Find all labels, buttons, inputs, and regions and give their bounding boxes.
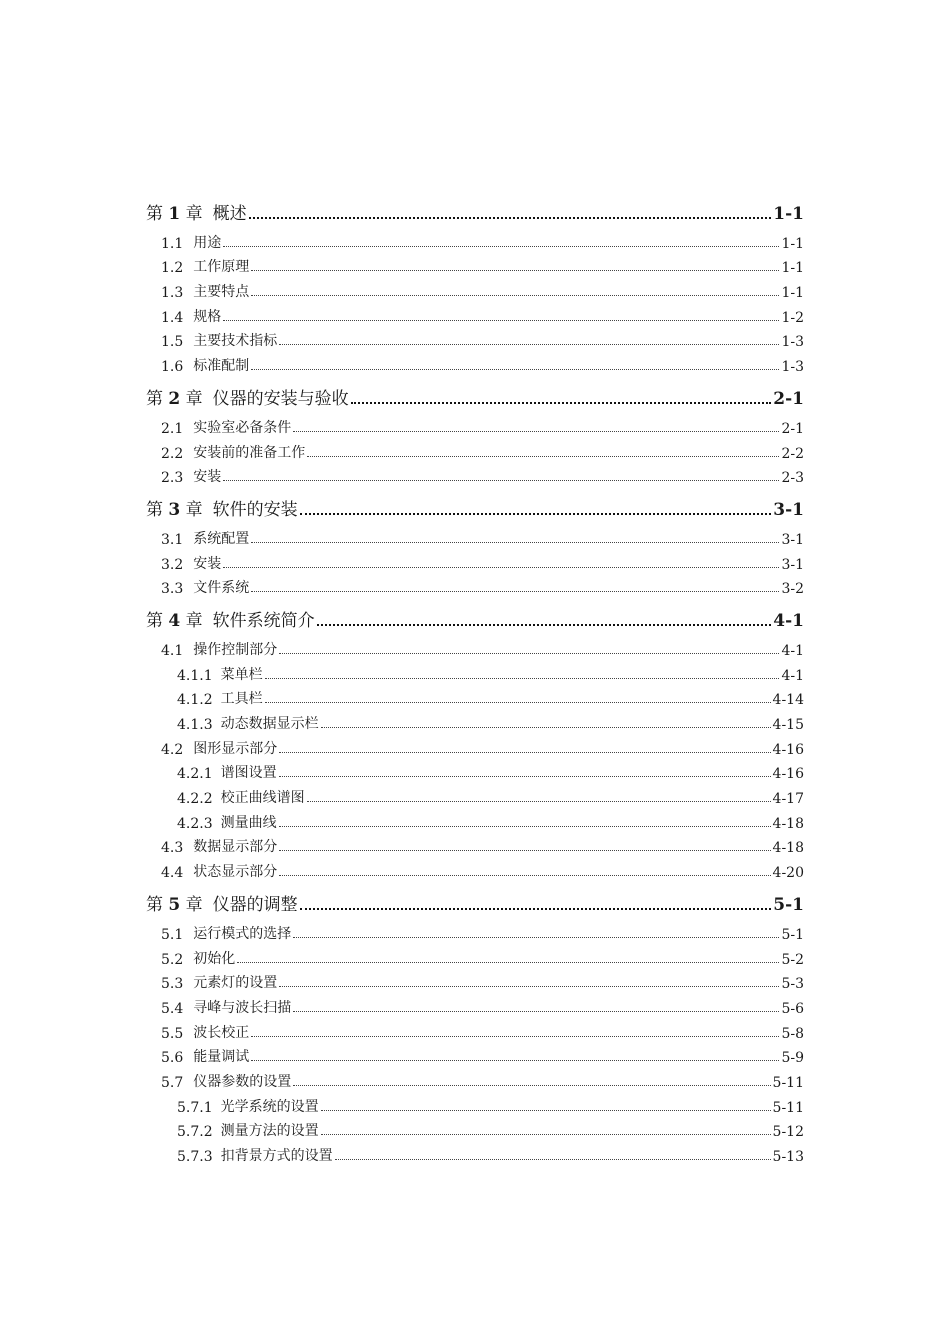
- toc-entry-number: 1.1: [161, 235, 184, 252]
- toc-entry-title: 仪器参数的设置: [193, 1073, 292, 1090]
- chapter-prefix: 第: [146, 895, 163, 916]
- toc-section-entry[interactable]: [146, 708, 804, 733]
- toc-entry-title: 概述: [212, 204, 247, 224]
- dot-leader: [279, 826, 771, 827]
- toc-entry-page: 3-1: [773, 500, 804, 521]
- toc-section-entry[interactable]: [146, 573, 804, 598]
- toc-entry-title: 扣背景方式的设置: [220, 1148, 333, 1164]
- toc-entry-number: 2.1: [161, 420, 184, 437]
- toc-entry-number: 4.1.1: [177, 667, 213, 684]
- chapter-number: 1: [168, 204, 181, 224]
- toc-entry-page: 1-1: [781, 260, 804, 277]
- toc-entry-title: 谱图设置: [220, 765, 277, 782]
- toc-section-entry[interactable]: [146, 807, 804, 832]
- toc-entry-page: 2-3: [781, 470, 804, 487]
- toc-entry-title: 图形显示部分: [193, 740, 278, 757]
- toc-entry-page: 2-2: [781, 445, 804, 462]
- toc-section-entry[interactable]: [146, 943, 804, 968]
- chapter-suffix: 章: [185, 895, 203, 916]
- toc-entry-title: 安装: [193, 555, 222, 572]
- toc-entry-number: 5.4: [161, 1000, 184, 1017]
- dot-leader: [293, 431, 779, 432]
- toc-entry-page: 2-1: [781, 420, 804, 437]
- toc-entry-title: 仪器的安装与验收: [212, 389, 349, 410]
- dot-leader: [293, 937, 779, 938]
- chapter-suffix: 章: [185, 204, 203, 224]
- toc-entry-number: 5.3: [161, 976, 184, 993]
- toc-entry-title: 波长校正: [193, 1024, 250, 1041]
- toc-entry-number: 4.2.3: [177, 815, 213, 832]
- toc-entry-title: 规格: [193, 308, 222, 325]
- dot-leader: [265, 678, 780, 679]
- toc-entry-title: 数据显示部分: [193, 839, 278, 856]
- toc-entry-page: 2-1: [773, 389, 804, 410]
- dot-leader: [279, 986, 779, 987]
- toc-entry-number: 4.1: [161, 642, 184, 659]
- toc-section-entry[interactable]: [146, 227, 804, 252]
- toc-entry-page: 1-3: [781, 359, 804, 376]
- chapter-prefix: 第: [146, 389, 163, 410]
- toc-entry-title: 运行模式的选择: [193, 925, 292, 942]
- toc-section-entry[interactable]: [146, 782, 804, 807]
- toc-entry-page: 1-1: [781, 285, 804, 302]
- toc-entry-page: 3-1: [781, 531, 804, 548]
- dot-leader: [279, 850, 770, 851]
- toc-section-entry[interactable]: [146, 412, 804, 437]
- toc-section-entry[interactable]: [146, 832, 804, 857]
- toc-entry-title: 实验室必备条件: [193, 419, 292, 436]
- toc-entry-number: 4.1.2: [177, 692, 213, 709]
- toc-section-entry[interactable]: [146, 1042, 804, 1067]
- toc-entry-number: [146, 199, 203, 224]
- toc-entry-number: 5.7.1: [177, 1099, 213, 1116]
- toc-entry-title: 测量曲线: [220, 814, 277, 831]
- toc-entry-page: 4-1: [781, 642, 804, 659]
- dot-leader: [251, 1036, 779, 1037]
- toc-entry-number: 4.2: [161, 741, 184, 758]
- dot-leader: [223, 567, 779, 568]
- toc-chapter-entry[interactable]: [146, 887, 804, 915]
- toc-entry-number: 5.5: [161, 1025, 184, 1042]
- toc-section-entry[interactable]: [146, 523, 804, 548]
- toc-entry-title: 仪器的调整: [212, 895, 298, 916]
- chapter-prefix: 第: [146, 204, 163, 224]
- dot-leader: [251, 270, 779, 271]
- toc-entry-number: 1.2: [161, 260, 184, 277]
- dot-leader: [251, 295, 779, 296]
- dot-leader: [279, 752, 770, 753]
- toc-entry-page: 3-1: [781, 556, 804, 573]
- toc-entry-number: 5.7.3: [177, 1149, 213, 1165]
- dot-leader: [223, 246, 779, 247]
- toc-entry-page: 5-2: [781, 951, 804, 968]
- toc-entry-page: 1-3: [781, 334, 804, 351]
- toc-section-entry[interactable]: [146, 1140, 804, 1165]
- toc-section-entry[interactable]: [146, 350, 804, 375]
- toc-entry-number: 3.3: [161, 581, 184, 598]
- toc-entry-number: 2.3: [161, 470, 184, 487]
- dot-leader: [317, 624, 772, 626]
- toc-section-entry[interactable]: [146, 968, 804, 993]
- dot-leader: [251, 591, 779, 592]
- dot-leader: [307, 456, 779, 457]
- toc-section-entry[interactable]: [146, 992, 804, 1017]
- toc-entry-page: 5-8: [781, 1025, 804, 1042]
- dot-leader: [265, 702, 771, 703]
- toc-entry-page: 1-1: [773, 204, 804, 224]
- toc-entry-number: 5.6: [161, 1050, 184, 1067]
- toc-entry-number: 1.3: [161, 285, 184, 302]
- toc-section-entry[interactable]: [146, 1091, 804, 1116]
- dot-leader: [300, 908, 772, 910]
- dot-leader: [307, 801, 771, 802]
- dot-leader: [293, 1011, 779, 1012]
- toc-section-entry[interactable]: [146, 437, 804, 462]
- toc-entry-page: 4-16: [772, 741, 804, 758]
- toc-entry-title: 工具栏: [220, 691, 263, 708]
- dot-leader: [279, 344, 779, 345]
- chapter-prefix: 第: [146, 611, 163, 632]
- chapter-suffix: 章: [185, 611, 203, 632]
- toc-entry-title: 工作原理: [193, 259, 250, 276]
- toc-entry-number: 5.7: [161, 1074, 184, 1091]
- toc-entry-number: [146, 495, 203, 520]
- table-of-contents: [146, 196, 804, 1165]
- chapter-number: 4: [168, 611, 181, 632]
- toc-section-entry[interactable]: [146, 326, 804, 351]
- toc-entry-page: 5-1: [773, 895, 804, 916]
- toc-entry-title: 能量调试: [193, 1049, 250, 1066]
- toc-entry-number: 4.2.2: [177, 791, 213, 808]
- chapter-number: 3: [168, 500, 181, 521]
- toc-section-entry[interactable]: [146, 659, 804, 684]
- toc-entry-number: [146, 384, 203, 409]
- toc-section-entry[interactable]: [146, 733, 804, 758]
- dot-leader: [351, 402, 772, 404]
- toc-section-entry[interactable]: [146, 856, 804, 881]
- dot-leader: [279, 653, 779, 654]
- toc-entry-title: 系统配置: [193, 530, 250, 547]
- toc-section-entry[interactable]: [146, 548, 804, 573]
- toc-entry-page: 5-11: [772, 1074, 804, 1091]
- toc-entry-title: 标准配制: [193, 358, 250, 375]
- toc-entry-title: 初始化: [193, 950, 236, 967]
- toc-entry-page: 5-13: [772, 1149, 804, 1165]
- toc-section-entry[interactable]: [146, 634, 804, 659]
- toc-entry-number: 3.2: [161, 556, 184, 573]
- toc-section-entry[interactable]: [146, 301, 804, 326]
- toc-entry-page: 4-18: [772, 840, 804, 857]
- dot-leader: [279, 875, 770, 876]
- toc-entry-page: 5-12: [772, 1124, 804, 1141]
- toc-entry-title: 状态显示部分: [193, 864, 278, 881]
- dot-leader: [249, 217, 772, 219]
- dot-leader: [335, 1159, 771, 1160]
- toc-entry-number: 1.4: [161, 309, 184, 326]
- toc-chapter-entry[interactable]: [146, 381, 804, 409]
- dot-leader: [321, 1110, 771, 1111]
- dot-leader: [223, 320, 779, 321]
- toc-entry-page: 4-15: [772, 717, 804, 733]
- toc-entry-title: 操作控制部分: [193, 641, 278, 658]
- toc-entry-title: 安装前的准备工作: [193, 444, 306, 461]
- chapter-suffix: 章: [185, 500, 203, 521]
- dot-leader: [300, 513, 772, 515]
- toc-entry-title: 软件系统简介: [212, 611, 315, 632]
- toc-entry-title: 测量方法的设置: [220, 1123, 319, 1140]
- toc-entry-number: 4.4: [161, 865, 184, 882]
- dot-leader: [223, 480, 779, 481]
- dot-leader: [293, 1085, 770, 1086]
- toc-entry-number: 5.1: [161, 926, 184, 943]
- toc-entry-page: 4-18: [772, 815, 804, 832]
- toc-section-entry[interactable]: [146, 1017, 804, 1042]
- chapter-prefix: 第: [146, 500, 163, 521]
- toc-entry-number: 2.2: [161, 445, 184, 462]
- toc-entry-page: 1-2: [781, 309, 804, 326]
- toc-entry-page: 4-1: [781, 667, 804, 684]
- toc-entry-title: 软件的安装: [212, 500, 298, 521]
- toc-entry-number: 4.3: [161, 840, 184, 857]
- toc-section-entry[interactable]: [146, 252, 804, 277]
- toc-entry-page: 5-6: [781, 1000, 804, 1017]
- toc-entry-page: 5-3: [781, 976, 804, 993]
- toc-entry-title: 菜单栏: [220, 666, 263, 683]
- toc-entry-number: 5.2: [161, 951, 184, 968]
- toc-section-entry[interactable]: [146, 1066, 804, 1091]
- toc-section-entry[interactable]: [146, 276, 804, 301]
- toc-entry-title: 安装: [193, 469, 222, 486]
- toc-entry-page: 4-14: [772, 692, 804, 709]
- toc-entry-title: 主要技术指标: [193, 333, 278, 350]
- toc-entry-title: 动态数据显示栏: [220, 716, 319, 732]
- toc-entry-page: 4-17: [772, 791, 804, 808]
- dot-leader: [251, 369, 779, 370]
- toc-entry-number: 4.1.3: [177, 717, 213, 733]
- toc-entry-title: 光学系统的设置: [220, 1098, 319, 1115]
- toc-entry-title: 寻峰与波长扫描: [193, 999, 292, 1016]
- toc-entry-title: 主要特点: [193, 284, 250, 301]
- toc-entry-number: 1.5: [161, 334, 184, 351]
- toc-entry-page: 1-1: [781, 235, 804, 252]
- toc-section-entry[interactable]: [146, 918, 804, 943]
- toc-entry-number: [146, 606, 203, 631]
- toc-entry-number: [146, 890, 203, 915]
- toc-chapter-entry[interactable]: [146, 196, 804, 224]
- chapter-suffix: 章: [185, 389, 203, 410]
- toc-entry-page: 4-20: [772, 865, 804, 882]
- toc-section-entry[interactable]: [146, 758, 804, 783]
- toc-chapter-entry[interactable]: [146, 492, 804, 520]
- toc-entry-title: 校正曲线谱图: [220, 790, 305, 807]
- chapter-number: 2: [168, 389, 181, 410]
- toc-entry-number: 5.7.2: [177, 1124, 213, 1141]
- toc-entry-page: 4-16: [772, 766, 804, 783]
- toc-section-entry[interactable]: [146, 462, 804, 487]
- toc-entry-title: 元素灯的设置: [193, 975, 278, 992]
- dot-leader: [237, 962, 779, 963]
- toc-entry-number: 3.1: [161, 531, 184, 548]
- toc-entry-title: 文件系统: [193, 580, 250, 597]
- toc-entry-page: 3-2: [781, 581, 804, 598]
- chapter-number: 5: [168, 895, 181, 916]
- dot-leader: [251, 1060, 779, 1061]
- toc-entry-number: 4.2.1: [177, 766, 213, 783]
- dot-leader: [321, 1134, 771, 1135]
- toc-entry-title: 用途: [193, 234, 222, 251]
- toc-entry-page: 5-11: [772, 1099, 804, 1116]
- toc-entry-page: 4-1: [773, 611, 804, 632]
- dot-leader: [279, 776, 771, 777]
- toc-section-entry[interactable]: [146, 1116, 804, 1141]
- toc-entry-page: 5-9: [781, 1050, 804, 1067]
- toc-section-entry[interactable]: [146, 684, 804, 709]
- dot-leader: [321, 727, 771, 728]
- toc-entry-number: 1.6: [161, 359, 184, 376]
- toc-entry-page: 5-1: [781, 926, 804, 943]
- dot-leader: [251, 542, 779, 543]
- toc-chapter-entry[interactable]: [146, 603, 804, 631]
